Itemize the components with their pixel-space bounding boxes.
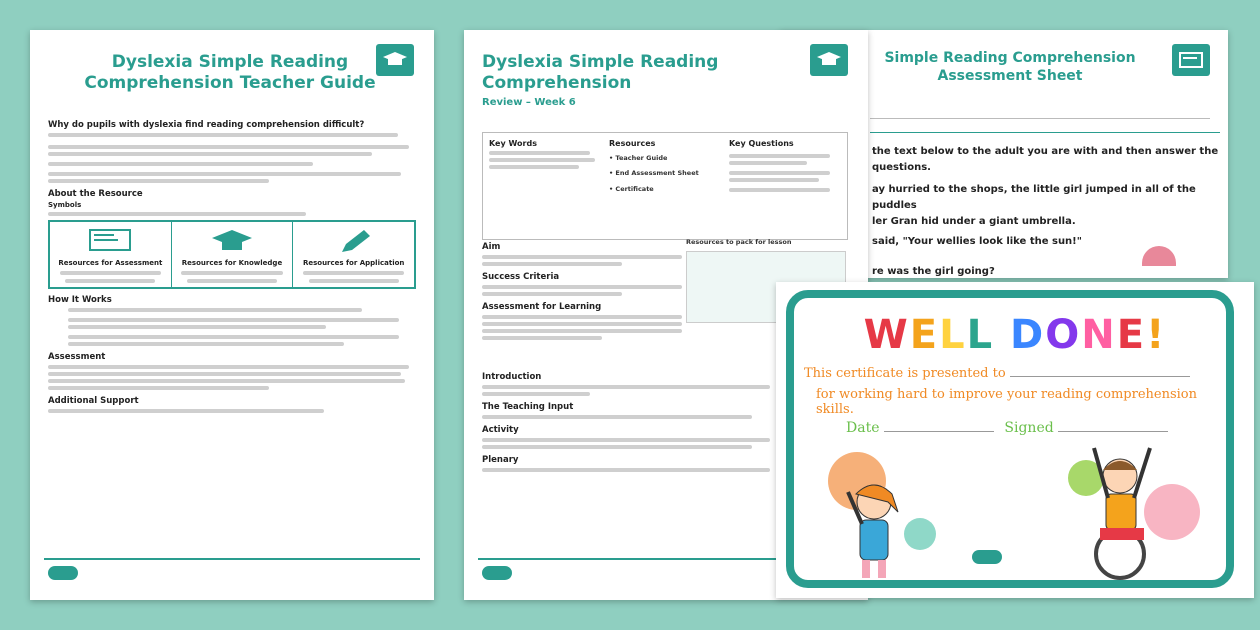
twinkl-logo	[48, 566, 78, 580]
application-card-label: Resources for Application	[302, 259, 405, 267]
plan-subtitle: Review – Week 6	[482, 96, 576, 108]
boy-wheelchair-illustration	[1076, 442, 1172, 582]
well-done-letter: D	[1010, 312, 1046, 358]
pencil-icon	[297, 226, 410, 256]
certificate-page	[776, 282, 1254, 598]
aim-heading: Aim	[482, 242, 501, 252]
assessment-card	[50, 222, 172, 287]
resources-pack-heading: Resources to pack for lesson	[686, 238, 792, 246]
well-done-letter: !	[1146, 312, 1167, 358]
resource-item: Certificate	[615, 184, 654, 193]
assess-learning-heading: Assessment for Learning	[482, 302, 602, 312]
resource-item: End Assessment Sheet	[615, 169, 699, 178]
guide-title-line1: Dyslexia Simple Reading	[111, 52, 349, 72]
story-line-1: ay hurried to the shops, the little girl jumped in all of the puddles	[872, 184, 1196, 211]
assessment-title-line2: Assessment Sheet	[937, 67, 1083, 84]
story-line-3: said, "Your wellies look like the sun!"	[872, 236, 1082, 247]
assessment-heading: Assessment	[48, 352, 106, 362]
symbols-heading: Symbols	[48, 201, 82, 209]
guide-title-line2: Comprehension Teacher Guide	[84, 73, 376, 94]
twinkl-logo	[482, 566, 512, 580]
well-done-letter: L	[939, 312, 967, 358]
resource-item: Teacher Guide	[615, 154, 668, 162]
knowledge-card	[172, 222, 294, 287]
mortarboard-icon	[176, 226, 289, 256]
well-done-letter: O	[1045, 312, 1082, 358]
well-done-heading	[776, 312, 1254, 358]
assessment-card-label: Resources for Assessment	[58, 259, 163, 267]
application-card	[293, 222, 414, 287]
well-done-letter	[994, 312, 1010, 358]
key-questions-heading: Key Questions	[729, 139, 794, 148]
resources-heading: Resources	[609, 139, 656, 148]
certificate-icon	[1172, 44, 1210, 76]
presented-text: This certificate is presented to	[804, 366, 1006, 381]
activity-heading: Activity	[482, 425, 519, 435]
plan-title-line2: Comprehension	[482, 73, 632, 94]
well-done-letter: N	[1081, 312, 1117, 358]
how-heading: How It Works	[48, 295, 112, 305]
symbol-cards	[48, 220, 416, 289]
teaching-input-heading: The Teaching Input	[482, 402, 574, 412]
for-text: for working hard to improve your reading comprehension skills.	[816, 387, 1197, 417]
assessment-title-line1: Simple Reading Comprehension	[884, 50, 1136, 66]
plenary-heading: Plenary	[482, 455, 519, 465]
girl-illustration	[840, 472, 910, 580]
about-heading: About the Resource	[48, 189, 143, 199]
well-done-letter: L	[966, 312, 995, 358]
introduction-heading: Introduction	[482, 372, 542, 382]
signed-label: Signed	[1004, 420, 1054, 436]
twinkl-logo	[972, 550, 1002, 564]
key-words-heading: Key Words	[489, 139, 537, 148]
success-heading: Success Criteria	[482, 272, 560, 282]
well-done-letter: E	[1116, 312, 1147, 358]
guide-question-heading: Why do pupils with dyslexia find reading comprehension difficult?	[48, 120, 365, 130]
teacher-guide-page	[30, 30, 434, 600]
instruction-text: the text below to the adult you are with and then answer the questions.	[872, 146, 1219, 173]
story-line-2: ler Gran hid under a giant umbrella.	[872, 216, 1076, 227]
date-label: Date	[846, 420, 880, 436]
mortarboard-icon	[810, 44, 848, 76]
plan-title-line1: Dyslexia Simple Reading	[482, 52, 719, 72]
knowledge-card-label: Resources for Knowledge	[181, 259, 283, 267]
computer-icon	[54, 226, 167, 256]
question-1: re was the girl going?	[872, 266, 995, 277]
well-done-letter: W	[863, 312, 910, 358]
support-heading: Additional Support	[48, 396, 139, 406]
key-info-box: Key Words Resources • Teacher Guide • End Assessment Sheet • Certificate Key Questions	[482, 132, 848, 240]
well-done-letter: E	[909, 312, 940, 358]
